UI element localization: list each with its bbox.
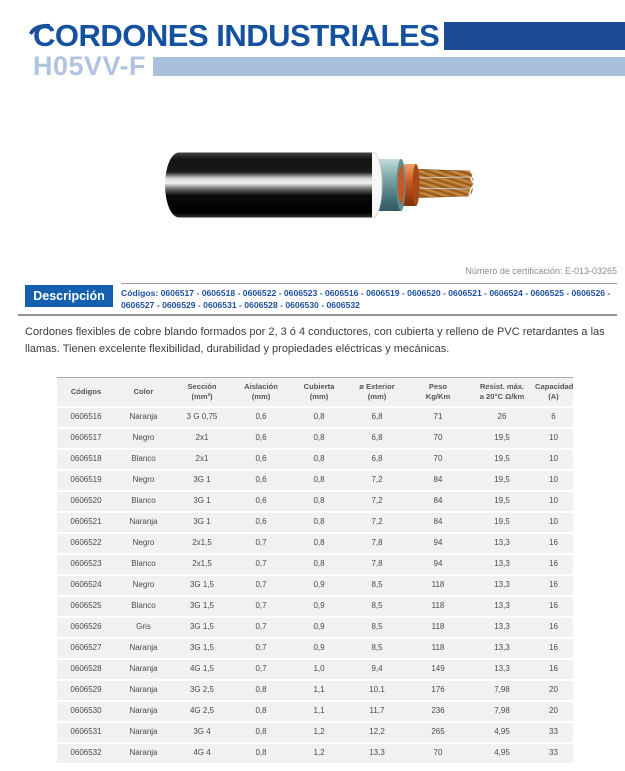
table-cell: 1,2 (290, 743, 348, 764)
table-cell: 3G 1 (172, 512, 232, 533)
table-cell: 0606521 (57, 512, 115, 533)
table-cell: 0606530 (57, 701, 115, 722)
table-cell: 4G 1,5 (172, 659, 232, 680)
table-cell: 13,3 (470, 617, 534, 638)
table-cell: 10 (534, 470, 573, 491)
table-row (57, 659, 573, 680)
table-cell: 0,8 (290, 470, 348, 491)
table-cell: Naranja (115, 680, 172, 701)
column-header: Resist. máx. a 20°C Ω/km (470, 378, 534, 407)
page-title: CORDONES INDUSTRIALES (33, 18, 440, 53)
table-cell: Naranja (115, 659, 172, 680)
horizontal-rule (18, 314, 617, 316)
table-cell: 33 (534, 722, 573, 743)
table-cell: 8,5 (348, 575, 406, 596)
table-cell: 2x1 (172, 428, 232, 449)
table-row (57, 701, 573, 722)
table-cell: 0,9 (290, 575, 348, 596)
table-cell: 0606522 (57, 533, 115, 554)
table-cell: 3G 1,5 (172, 638, 232, 659)
table-cell: 0,9 (290, 617, 348, 638)
column-header: Códigos (57, 378, 115, 407)
table-row (57, 617, 573, 638)
table-cell: 8,5 (348, 617, 406, 638)
table-cell: 0606525 (57, 596, 115, 617)
table-cell: 265 (406, 722, 470, 743)
column-header: Peso Kg/Km (406, 378, 470, 407)
table-cell: 19,5 (470, 470, 534, 491)
column-header: Sección (mm²) (172, 378, 232, 407)
codes-list: 0606517 - 0606518 - 0606522 - 0606523 - 0606516 - 0606519 - 0606520 - 0606521 - 0606524 - 0606525 - 0606526 - 0606527 - 0606529 - 0606531 - 0606528 - 0606530 - 0606532 (121, 288, 611, 310)
table-row (57, 638, 573, 659)
table-cell: 0606517 (57, 428, 115, 449)
table-cell: 4,95 (470, 722, 534, 743)
subtitle-row (33, 53, 625, 80)
table-cell: 0,8 (290, 554, 348, 575)
description-badge: Descripción (25, 285, 113, 307)
certification-number: Número de certificación: E-013-03265 (465, 266, 617, 276)
table-row (57, 554, 573, 575)
table-cell: 8,5 (348, 596, 406, 617)
table-cell: 236 (406, 701, 470, 722)
table-cell: 84 (406, 512, 470, 533)
table-cell: Naranja (115, 722, 172, 743)
table-cell: 6,8 (348, 449, 406, 470)
table-cell: 4,95 (470, 743, 534, 764)
table-row (57, 449, 573, 470)
table-row (57, 470, 573, 491)
table-cell: 0,8 (290, 407, 348, 428)
table-cell: 3 G 0,75 (172, 407, 232, 428)
table-cell: 0,6 (232, 491, 290, 512)
table-cell: 0,8 (232, 680, 290, 701)
table-cell: 3G 1,5 (172, 596, 232, 617)
table-cell: 1,1 (290, 680, 348, 701)
table-row (57, 533, 573, 554)
table-cell: 2x1 (172, 449, 232, 470)
table-cell: 13,3 (470, 638, 534, 659)
table-cell: Negro (115, 470, 172, 491)
table-cell: 3G 1,5 (172, 617, 232, 638)
table-cell: Gris (115, 617, 172, 638)
table-cell: 4G 4 (172, 743, 232, 764)
table-cell: 0,6 (232, 512, 290, 533)
table-cell: 0,8 (232, 743, 290, 764)
column-header: ø Exterior (mm) (348, 378, 406, 407)
table-cell: 0,7 (232, 638, 290, 659)
description-paragraph: Cordones flexibles de cobre blando formados por 2, 3 ó 4 conductores, con cubierta y relleno de PVC retardantes a las llamas. Tienen excelente flexibilidad, durabilidad y propiedades eléctricas y mecánicas. (25, 326, 605, 356)
table-cell: 1,0 (290, 659, 348, 680)
table-cell: 13,3 (348, 743, 406, 764)
table-cell: 26 (470, 407, 534, 428)
spec-table-header-row (57, 378, 573, 407)
table-cell: 16 (534, 575, 573, 596)
table-cell: 0606524 (57, 575, 115, 596)
table-cell: 94 (406, 554, 470, 575)
table-cell: 19,5 (470, 491, 534, 512)
description-header (25, 283, 617, 311)
table-cell: 3G 4 (172, 722, 232, 743)
table-row (57, 491, 573, 512)
table-cell: 7,98 (470, 680, 534, 701)
table-cell: 10,1 (348, 680, 406, 701)
table-cell: 3G 1,5 (172, 575, 232, 596)
table-cell: 0606531 (57, 722, 115, 743)
table-cell: Blanco (115, 491, 172, 512)
column-header: Aislación (mm) (232, 378, 290, 407)
table-cell: 0,9 (290, 638, 348, 659)
table-cell: 20 (534, 680, 573, 701)
spec-table (57, 377, 573, 765)
spec-table-container (57, 377, 573, 765)
table-cell: Negro (115, 428, 172, 449)
table-cell: Blanco (115, 449, 172, 470)
table-cell: 71 (406, 407, 470, 428)
table-cell: 70 (406, 449, 470, 470)
header (33, 20, 625, 80)
table-cell: 16 (534, 533, 573, 554)
table-cell: 0606518 (57, 449, 115, 470)
table-cell: 10 (534, 428, 573, 449)
table-cell: 0606526 (57, 617, 115, 638)
table-cell: 176 (406, 680, 470, 701)
table-cell: 118 (406, 617, 470, 638)
table-cell: 2x1,5 (172, 533, 232, 554)
table-row (57, 575, 573, 596)
table-cell: 0,8 (232, 722, 290, 743)
table-cell: Naranja (115, 407, 172, 428)
table-cell: Blanco (115, 554, 172, 575)
column-header: Capacidad (A) (534, 378, 573, 407)
table-cell: 7,8 (348, 533, 406, 554)
table-cell: 7,2 (348, 491, 406, 512)
table-cell: 13,3 (470, 533, 534, 554)
table-cell: 16 (534, 617, 573, 638)
table-cell: Negro (115, 575, 172, 596)
table-cell: 0,8 (290, 533, 348, 554)
table-cell: Naranja (115, 743, 172, 764)
title-bar-decoration (444, 22, 625, 50)
table-row (57, 428, 573, 449)
table-cell: 70 (406, 743, 470, 764)
table-cell: 0,6 (232, 428, 290, 449)
table-cell: 13,3 (470, 659, 534, 680)
table-cell: 0606527 (57, 638, 115, 659)
table-cell: 94 (406, 533, 470, 554)
table-cell: 3G 1 (172, 491, 232, 512)
table-cell: 1,2 (290, 722, 348, 743)
table-cell: 10 (534, 491, 573, 512)
table-cell: 0,9 (290, 596, 348, 617)
table-row (57, 743, 573, 764)
table-cell: 6,8 (348, 407, 406, 428)
table-cell: 118 (406, 638, 470, 659)
table-row (57, 596, 573, 617)
table-cell: 0606516 (57, 407, 115, 428)
table-cell: 7,98 (470, 701, 534, 722)
table-cell: 13,3 (470, 596, 534, 617)
table-cell: 0,7 (232, 659, 290, 680)
codes-label: Códigos: (121, 288, 161, 298)
table-cell: 16 (534, 659, 573, 680)
table-cell: 0,6 (232, 449, 290, 470)
title-row (33, 20, 625, 51)
table-cell: 16 (534, 596, 573, 617)
table-cell: 16 (534, 638, 573, 659)
table-cell: 11,7 (348, 701, 406, 722)
table-row (57, 407, 573, 428)
table-cell: Naranja (115, 512, 172, 533)
page-subtitle: H05VV-F (33, 51, 147, 81)
table-cell: 0,7 (232, 533, 290, 554)
table-cell: 6,8 (348, 428, 406, 449)
table-cell: Naranja (115, 701, 172, 722)
table-cell: 0,7 (232, 617, 290, 638)
table-cell: Naranja (115, 638, 172, 659)
table-cell: Negro (115, 533, 172, 554)
table-cell: 70 (406, 428, 470, 449)
table-cell: 19,5 (470, 449, 534, 470)
table-cell: 0,8 (290, 512, 348, 533)
table-cell: 13,3 (470, 575, 534, 596)
table-cell: 0,8 (290, 449, 348, 470)
table-cell: 0606532 (57, 743, 115, 764)
table-cell: 7,8 (348, 554, 406, 575)
table-cell: 1,1 (290, 701, 348, 722)
table-cell: 3G 1 (172, 470, 232, 491)
codes-block (121, 283, 617, 311)
table-cell: 8,5 (348, 638, 406, 659)
table-cell: 0606519 (57, 470, 115, 491)
table-cell: 3G 2,5 (172, 680, 232, 701)
column-header: Cubierta (mm) (290, 378, 348, 407)
table-cell: 19,5 (470, 512, 534, 533)
table-cell: 0606528 (57, 659, 115, 680)
table-cell: 10 (534, 512, 573, 533)
table-cell: Blanco (115, 596, 172, 617)
table-cell: 20 (534, 701, 573, 722)
cable-illustration (160, 152, 480, 227)
table-cell: 0,8 (232, 701, 290, 722)
table-cell: 0606520 (57, 491, 115, 512)
table-cell: 118 (406, 596, 470, 617)
table-cell: 0,8 (290, 428, 348, 449)
table-cell: 0,6 (232, 470, 290, 491)
table-row (57, 680, 573, 701)
table-cell: 0,7 (232, 554, 290, 575)
table-cell: 84 (406, 491, 470, 512)
table-cell: 9,4 (348, 659, 406, 680)
table-cell: 33 (534, 743, 573, 764)
table-cell: 149 (406, 659, 470, 680)
table-cell: 0,8 (290, 491, 348, 512)
table-row (57, 512, 573, 533)
table-cell: 7,2 (348, 512, 406, 533)
table-cell: 0606529 (57, 680, 115, 701)
table-row (57, 722, 573, 743)
table-cell: 0,7 (232, 596, 290, 617)
table-cell: 16 (534, 554, 573, 575)
table-cell: 13,3 (470, 554, 534, 575)
table-cell: 4G 2,5 (172, 701, 232, 722)
column-header: Color (115, 378, 172, 407)
table-cell: 10 (534, 449, 573, 470)
table-cell: 19,5 (470, 428, 534, 449)
table-cell: 7,2 (348, 470, 406, 491)
subtitle-bar-decoration (153, 57, 625, 76)
table-cell: 12,2 (348, 722, 406, 743)
table-cell: 0,6 (232, 407, 290, 428)
spec-table-body (57, 407, 573, 764)
table-cell: 0606523 (57, 554, 115, 575)
table-cell: 118 (406, 575, 470, 596)
table-cell: 84 (406, 470, 470, 491)
table-cell: 0,7 (232, 575, 290, 596)
table-cell: 6 (534, 407, 573, 428)
table-cell: 2x1,5 (172, 554, 232, 575)
